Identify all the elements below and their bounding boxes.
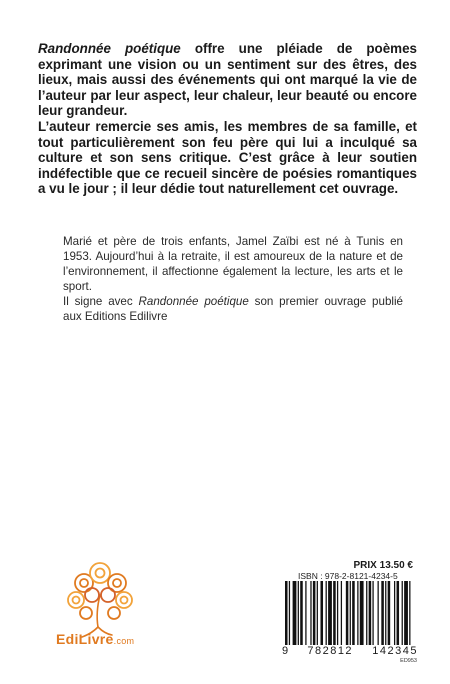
book-title: Randonnée poétique xyxy=(38,41,181,56)
barcode-bar xyxy=(404,581,408,645)
barcode-first-digit: 9 xyxy=(282,645,289,657)
bio-paragraph-1: Marié et père de trois enfants, Jamel Zaïbi est né à Tunis en 1953. Aujourd’hui à la retraite, il est amoureux de la nature et de l’environnement, il affectionne également la lecture, les arts et le sport. xyxy=(63,235,403,293)
barcode-bar xyxy=(409,581,410,645)
bio-paragraph-2 xyxy=(63,294,403,324)
barcode-bar xyxy=(341,581,342,645)
barcode-bar xyxy=(293,581,297,645)
barcode-bar xyxy=(366,581,367,645)
barcode-bar xyxy=(385,581,386,645)
barcode-bar xyxy=(337,581,338,645)
barcode-bar xyxy=(350,581,351,645)
bio-text-after: son premier ouvrage publié aux Editions Edilivre xyxy=(63,295,403,323)
barcode-bar xyxy=(310,581,311,645)
barcode-bar xyxy=(372,581,373,645)
barcode-bar xyxy=(289,581,290,645)
barcode-bar xyxy=(381,581,384,645)
product-code: ED953 xyxy=(400,658,417,664)
publisher-logo-text xyxy=(56,631,134,647)
barcode-bar xyxy=(326,581,327,645)
logo-domain: .com xyxy=(113,636,135,646)
bio-book-title: Randonnée poétique xyxy=(138,295,249,308)
barcode-bar xyxy=(357,581,358,645)
barcode-bar xyxy=(352,581,355,645)
barcode-bar xyxy=(397,581,400,645)
back-cover-blurb xyxy=(38,41,417,197)
blurb-text-1: offre une pléiade de poèmes exprimant une vision ou un sentiment sur des êtres, des lieux, mais aussi des événements qui ont marqué la vie de l’auteur par leur aspect, leur chaleur, leur beauté ou encore leur grandeur. xyxy=(38,41,417,119)
barcode-bar xyxy=(285,581,288,645)
blurb-paragraph-1 xyxy=(38,41,417,119)
barcode-bar xyxy=(369,581,372,645)
author-bio xyxy=(63,234,403,324)
isbn-label: ISBN : 978-2-8121-4234-5 xyxy=(298,571,398,581)
barcode-bar xyxy=(402,581,403,645)
logo-name: EdiLivre xyxy=(56,631,114,647)
barcode-icon xyxy=(281,581,417,645)
barcode-bar xyxy=(305,581,306,645)
barcode-group-2: 142345 xyxy=(372,645,418,657)
blurb-paragraph-2: L’auteur remercie ses amis, les membres de sa famille, et tout particulièrement son feu père qui lui a inculqué sa culture et son sens critique. C’est grâce à leur soutien indéfectible que ce recueil sincère de poésies romantiques a vu le jour ; il leur dédie tout naturellement cet ouvrage. xyxy=(38,118,417,197)
barcode-bar xyxy=(346,581,349,645)
barcode-bar xyxy=(317,581,318,645)
barcode-bar xyxy=(298,581,299,645)
barcode-bar xyxy=(328,581,332,645)
barcode-bar xyxy=(394,581,395,645)
barcode-bar xyxy=(333,581,336,645)
barcode-bar xyxy=(388,581,391,645)
bio-text-before: Il signe avec xyxy=(63,295,139,308)
barcode-group-1: 782812 xyxy=(307,645,354,657)
barcode-bar xyxy=(320,581,323,645)
barcode-bar xyxy=(360,581,364,645)
barcode-digits xyxy=(282,645,418,657)
barcode-bar xyxy=(313,581,316,645)
barcode-bar xyxy=(300,581,303,645)
barcode-bar xyxy=(378,581,379,645)
price-label: PRIX 13.50 € xyxy=(353,560,413,571)
